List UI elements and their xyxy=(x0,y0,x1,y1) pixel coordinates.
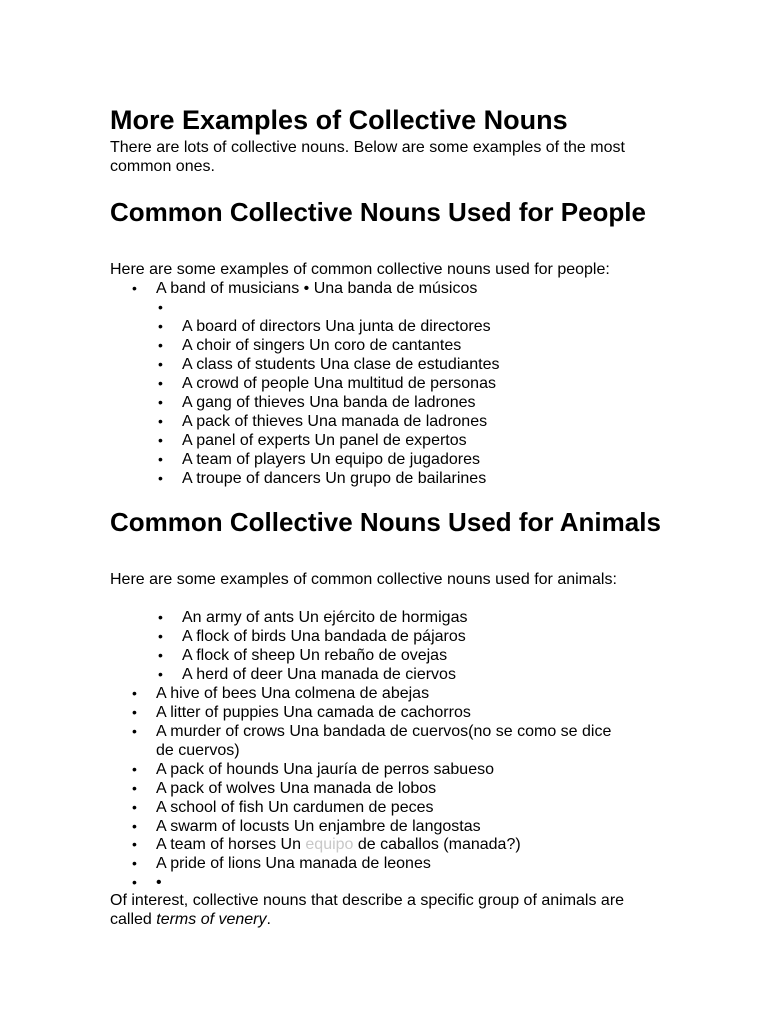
bullet-icon: • xyxy=(132,685,137,701)
list-item-text: A school of fish Un cardumen de peces xyxy=(156,799,434,816)
list-item xyxy=(132,703,471,722)
list-item xyxy=(158,412,488,431)
horses-text-start: A team of horses Un xyxy=(156,836,306,853)
bullet-icon: • xyxy=(132,818,137,834)
list-item-text: A board of directors Una junta de directores xyxy=(182,318,491,335)
list-item-text: A herd of deer Una manada de ciervos xyxy=(182,666,456,683)
animals-heading: Common Collective Nouns Used for Animals xyxy=(110,507,661,537)
bullet-icon: • xyxy=(158,413,163,429)
list-item xyxy=(158,608,468,627)
bullet-icon: • xyxy=(132,874,137,890)
bullet-icon: • xyxy=(158,394,163,410)
list-item-text: A swarm of locusts Un enjambre de langostas xyxy=(156,818,481,835)
list-item xyxy=(158,393,476,412)
bullet-icon: • xyxy=(132,780,137,796)
horses-text-end: de caballos (manada?) xyxy=(353,836,521,853)
bullet-icon: • xyxy=(158,299,163,315)
list-item xyxy=(158,355,500,374)
list-item-text: A pack of hounds Una jauría de perros sabueso xyxy=(156,761,494,778)
bullet-icon: • xyxy=(158,337,163,353)
list-item xyxy=(158,469,487,488)
list-item xyxy=(132,760,494,779)
people-intro-paragraph: Here are some examples of common collective nouns used for people: xyxy=(110,261,610,278)
faint-word: equipo xyxy=(305,836,354,853)
intro-paragraph: There are lots of collective nouns. Below are some examples of the most common ones. xyxy=(110,139,625,175)
closing-paragraph xyxy=(110,891,655,929)
list-item xyxy=(132,684,430,703)
list-item xyxy=(132,873,162,892)
bullet-icon: • xyxy=(132,855,137,871)
closing-period: . xyxy=(266,911,271,928)
list-item-text: A band of musicians • Una banda de músicos xyxy=(156,280,478,297)
list-item-text: A choir of singers Un coro de cantantes xyxy=(182,337,462,354)
list-item xyxy=(158,646,448,665)
bullet-icon: • xyxy=(158,356,163,372)
list-item-text: A pack of thieves Una manada de ladrones xyxy=(182,413,488,430)
list-item xyxy=(132,854,431,873)
list-item-text: A litter of puppies Una camada de cachorros xyxy=(156,704,471,721)
list-item xyxy=(158,317,491,336)
list-item xyxy=(132,722,626,760)
list-item xyxy=(132,798,434,817)
list-item xyxy=(132,279,478,298)
list-item xyxy=(132,817,481,836)
bullet-icon: • xyxy=(132,723,137,739)
list-item-text: A hive of bees Una colmena de abejas xyxy=(156,685,430,702)
page-title: More Examples of Collective Nouns xyxy=(110,105,568,135)
list-item-text: A pack of wolves Una manada de lobos xyxy=(156,780,437,797)
list-item xyxy=(158,374,496,393)
bullet-icon: • xyxy=(158,375,163,391)
bullet-icon: • xyxy=(132,704,137,720)
bullet-icon: • xyxy=(158,318,163,334)
bullet-icon: • xyxy=(158,647,163,663)
bullet-icon: • xyxy=(158,628,163,644)
list-item-text: A flock of sheep Un rebaño de ovejas xyxy=(182,647,448,664)
list-item-text: A troupe of dancers Un grupo de bailarines xyxy=(182,470,487,487)
people-heading: Common Collective Nouns Used for People xyxy=(110,197,646,227)
list-item-text: An army of ants Un ejército de hormigas xyxy=(182,609,468,626)
animals-intro-paragraph: Here are some examples of common collective nouns used for animals: xyxy=(110,571,617,588)
bullet-icon: • xyxy=(158,666,163,682)
bullet-icon: • xyxy=(158,451,163,467)
bullet-icon: • xyxy=(132,761,137,777)
list-item xyxy=(132,835,521,854)
bullet-icon: • xyxy=(132,799,137,815)
list-item-text: A panel of experts Un panel de expertos xyxy=(182,432,467,449)
closing-text: Of interest, collective nouns that describe a specific group of animals are called xyxy=(110,892,625,928)
bullet-icon: • xyxy=(132,836,137,852)
list-item-text: A class of students Una clase de estudiantes xyxy=(182,356,500,373)
list-item-text: A gang of thieves Una banda de ladrones xyxy=(182,394,476,411)
list-item xyxy=(158,450,480,469)
bullet-icon: • xyxy=(158,432,163,448)
list-item-text: A flock of birds Una bandada de pájaros xyxy=(182,628,466,645)
list-item-text: A crowd of people Una multitud de personas xyxy=(182,375,496,392)
list-item-text: • xyxy=(156,874,162,891)
bullet-icon: • xyxy=(132,280,137,296)
list-item xyxy=(158,336,462,355)
bullet-icon: • xyxy=(158,609,163,625)
list-item xyxy=(132,779,437,798)
list-item xyxy=(158,431,467,450)
list-item xyxy=(158,665,456,684)
list-item-text: A pride of lions Una manada de leones xyxy=(156,855,431,872)
list-item-text: A murder of crows Una bandada de cuervos(no se como se dice de cuervos) xyxy=(156,723,612,759)
bullet-icon: • xyxy=(158,470,163,486)
list-item xyxy=(158,627,466,646)
list-item-text: A team of players Un equipo de jugadores xyxy=(182,451,480,468)
terms-of-venery-emphasis: terms of venery xyxy=(156,911,267,928)
